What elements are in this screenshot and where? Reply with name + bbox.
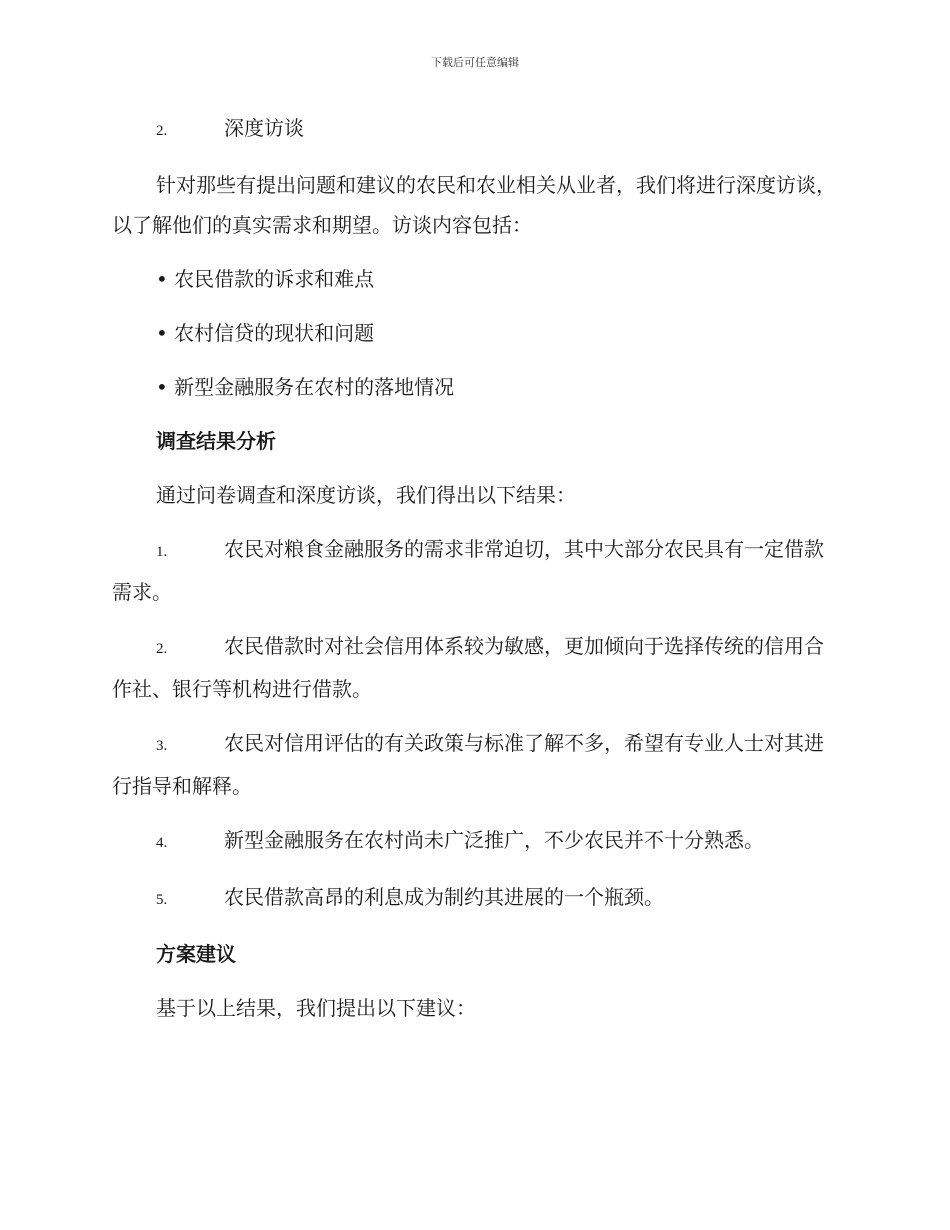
result-item — [112, 820, 840, 863]
interview-intro-paragraph: 针对那些有提出问题和建议的农民和农业相关从业者，我们将进行深度访谈，以了解他们的真实需求和期望。访谈内容包括： — [112, 173, 836, 237]
page-header: 下载后可任意编辑 — [431, 56, 519, 69]
results-intro-paragraph: 通过问卷调查和深度访谈，我们得出以下结果： — [156, 483, 576, 507]
result-text: 农民对信用评估的有关政策与标准了解不多，希望有专业人士对其进行指导和解释。 — [112, 731, 824, 798]
proposal-heading: 方案建议 — [156, 942, 236, 966]
document-body — [112, 108, 840, 1042]
bullet-item: • 新型金融服务在农村的落地情况 — [156, 375, 455, 399]
result-item — [112, 626, 840, 709]
proposal-intro-paragraph: 基于以上结果，我们提出以下建议： — [156, 996, 476, 1020]
result-item — [112, 723, 840, 806]
section-title: 深度访谈 — [224, 116, 304, 140]
result-item — [112, 529, 840, 612]
result-text: 农民借款时对社会信用体系较为敏感，更加倾向于选择传统的信用合作社、银行等机构进行借款。 — [112, 634, 824, 701]
section-number: 2. — [156, 123, 168, 139]
result-number: 3. — [156, 738, 168, 754]
result-number: 4. — [156, 835, 168, 851]
result-item — [112, 877, 840, 920]
result-number: 2. — [156, 641, 168, 657]
results-heading: 调查结果分析 — [156, 429, 276, 453]
result-text: 新型金融服务在农村尚未广泛推广，不少农民并不十分熟悉。 — [224, 828, 764, 852]
bullet-item: • 农民借款的诉求和难点 — [156, 267, 375, 291]
bullet-item: • 农村信贷的现状和问题 — [156, 321, 375, 345]
result-text: 农民借款高昂的利息成为制约其进展的一个瓶颈。 — [224, 885, 664, 909]
result-number: 1. — [156, 544, 168, 560]
result-number: 5. — [156, 892, 168, 908]
section-interview-title — [112, 108, 840, 151]
result-text: 农民对粮食金融服务的需求非常迫切，其中大部分农民具有一定借款需求。 — [112, 537, 824, 604]
